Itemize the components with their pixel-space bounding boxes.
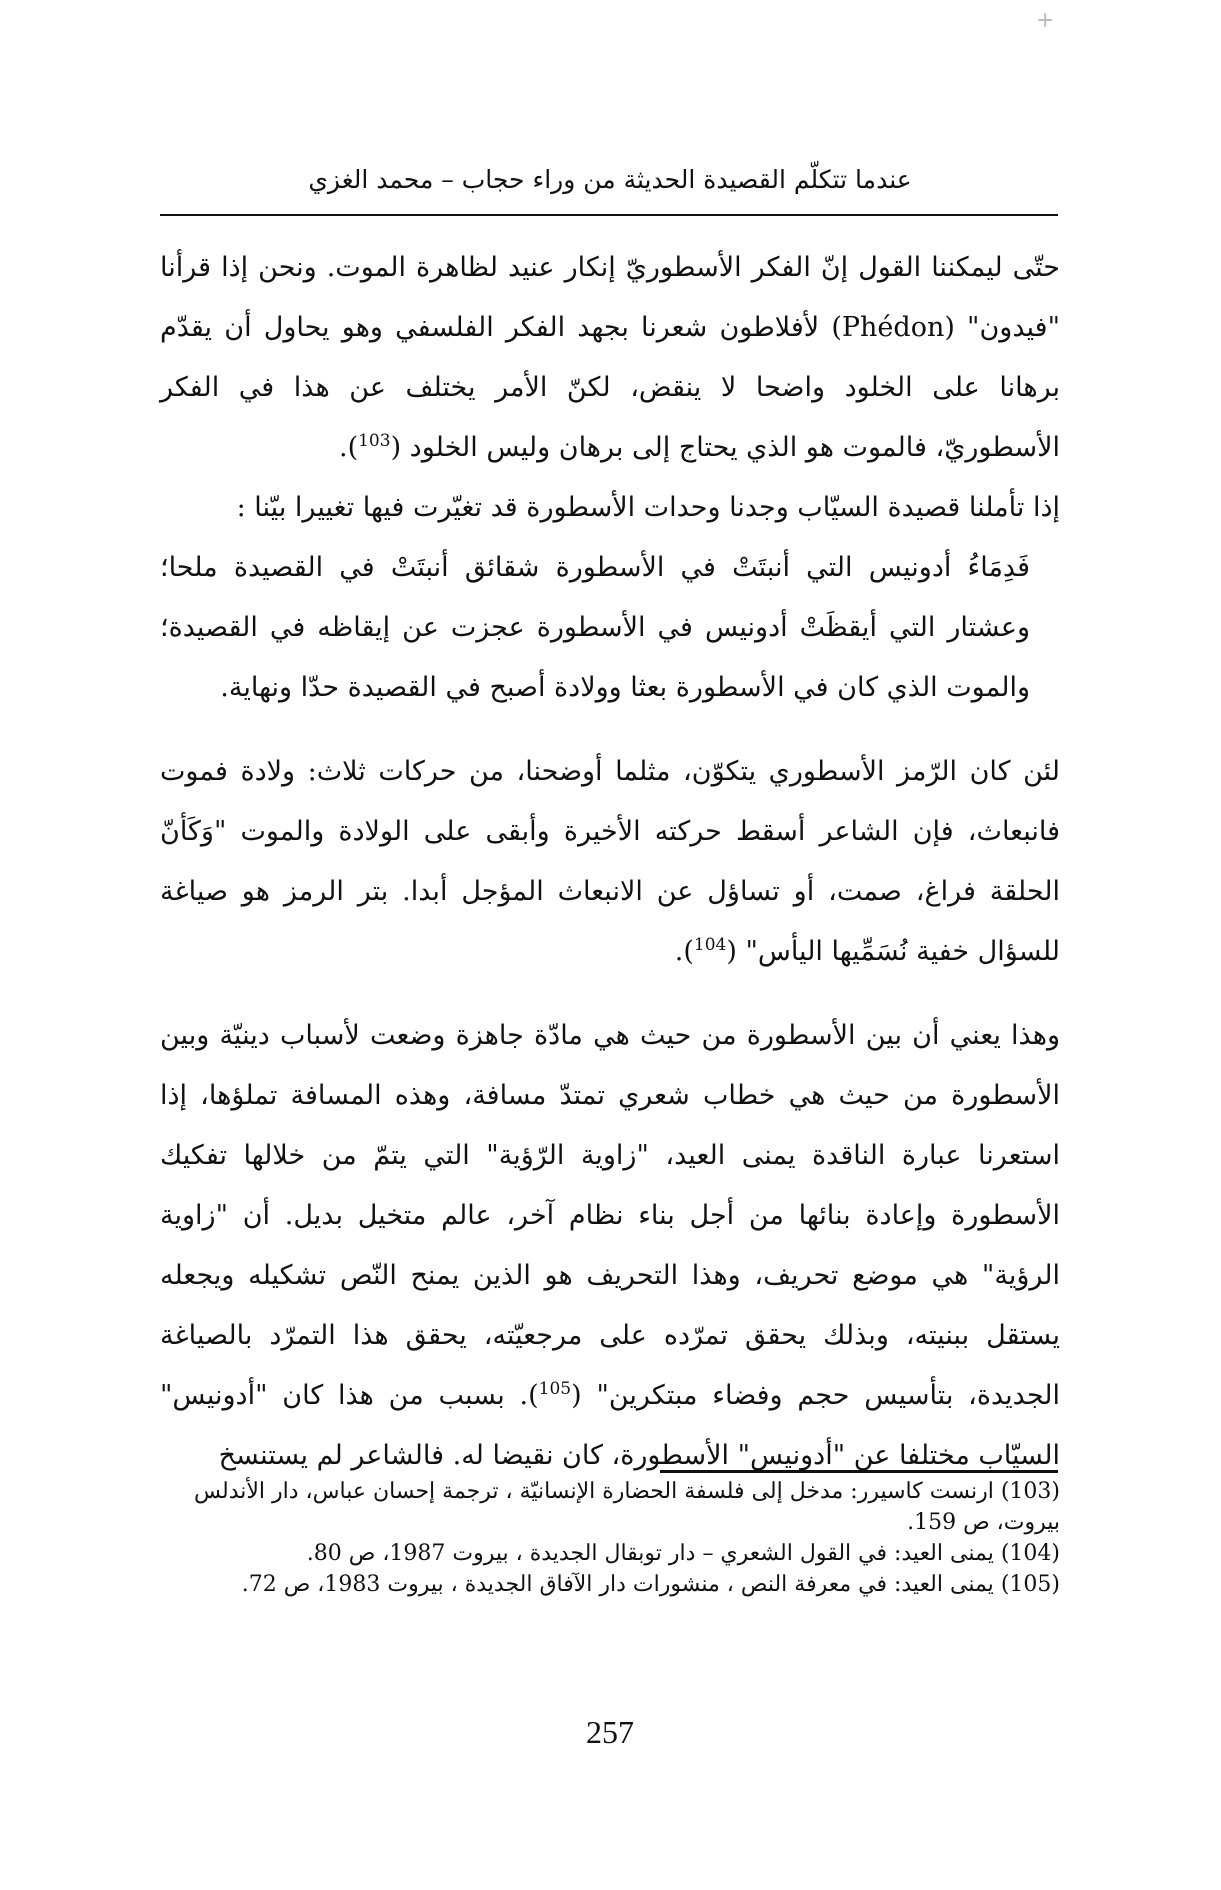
paragraph-4-text: وهذا يعني أن بين الأسطورة من حيث هي مادّة جاهزة وضعت لأسباب دينيّة وبين الأسطورة من حيث هي خطاب شعري تمتدّ مسافة، وهذه المسافة تملؤها، إذا استعرنا عبارة الناقدة يمنى العيد، "زاوية الرّؤية" التي يتمّ من خلالها تفكيك الأسطورة وإعادة بنائها من أجل بناء نظام آخر، عالم متخيل بديل. أن "زاوية الرؤية" هي موضع تحريف، وهذا التحريف هو الذين يمنح النّص تشكيله ويجعله يستقل ببنيته، وبذلك يحقق تمرّده على مرجعيّته، يحقق هذا التمرّد بالصياغة الجديدة، بتأسيس حجم وفضاء مبتكرين" ( <box>160 1020 1060 1411</box>
footnote-number: (105) <box>1000 1572 1060 1597</box>
quote-block: فَدِمَاءُ أدونيس التي أنبتَتْ في الأسطورة شقائق أنبتَتْ في القصيدة ملحا؛ وعشتار التي أيقظَتْ أدونيس في الأسطورة عجزت عن إيقاظه في القصيدة؛ والموت الذي كان في الأسطورة بعثا وولادة أصبح في القصيدة حدّا ونهاية. <box>160 552 1030 703</box>
header-rule <box>160 214 1058 216</box>
footnote-ref-105[interactable]: 105 <box>538 1379 572 1399</box>
footnote-103 <box>160 1476 1060 1538</box>
footnote-rule <box>660 1470 1058 1473</box>
footnote-text: يمنى العيد: في معرفة النص ، منشورات دار الآفاق الجديدة ، بيروت 1983، ص 72. <box>241 1572 994 1597</box>
crop-mark: + <box>1036 8 1055 33</box>
footnote-ref-104[interactable]: 104 <box>693 935 727 955</box>
page-number: 257 <box>586 1714 634 1750</box>
paragraph-3-text: لئن كان الرّمز الأسطوري يتكوّن، مثلما أوضحنا، من حركات ثلاث: ولادة فموت فانبعاث، فإن الشاعر أسقط حركته الأخيرة وأبقى على الولادة والموت "وَكَأنّ الحلقة فراغ، صمت، أو تساؤل عن الانبعاث المؤجل أبدا. بتر الرمز هو صياغة للسؤال خفية نُسَمِّيها اليأس" ( <box>160 756 1060 967</box>
footnote-ref-103[interactable]: 103 <box>358 431 391 451</box>
paragraph-3-end: ). <box>674 936 694 967</box>
main-text <box>160 238 1060 1486</box>
footnote-text: يمنى العيد: في القول الشعري – دار توبقال الجديدة ، بيروت 1987، ص 80. <box>306 1541 994 1566</box>
paragraph-1 <box>160 238 1060 478</box>
footnote-105 <box>160 1569 1060 1600</box>
running-header <box>160 160 1060 200</box>
paragraph-1-end: ). <box>338 432 359 463</box>
footnotes <box>160 1476 1060 1600</box>
footnote-104 <box>160 1538 1060 1569</box>
paragraph-4-end: ). بسبب من هذا كان "أدونيس" السيّاب مختلفا عن "أدونيس" الأسطورة، كان نقيضا له. فالشاعر لم يستنسخ <box>160 1380 1060 1471</box>
footnote-number: (103) <box>1000 1479 1060 1504</box>
paragraph-4 <box>160 1006 1060 1486</box>
footnote-text: ارنست كاسيرر: مدخل إلى فلسفة الحضارة الإنسانيّة ، ترجمة إحسان عباس، دار الأندلس بيروت، ص 159. <box>193 1479 1060 1535</box>
running-title: عندما تتكلّم القصيدة الحديثة من وراء حجاب – محمد الغزي <box>308 165 912 194</box>
paragraph-3 <box>160 742 1060 982</box>
paragraph-2: إذا تأملنا قصيدة السيّاب وجدنا وحدات الأسطورة قد تغيّرت فيها تغييرا بيّنا : <box>236 492 1060 523</box>
footnote-number: (104) <box>1000 1541 1060 1566</box>
paragraph-1-text: حتّى ليمكننا القول إنّ الفكر الأسطوريّ إنكار عنيد لظاهرة الموت. ونحن إذا قرأنا "فيدون" (Phédon) لأفلاطون شعرنا بجهد الفكر الفلسفي وهو يحاول أن يقدّم برهانا على الخلود واضحا لا ينقض، لكنّ الأمر يختلف عن هذا في الفكر الأسطوريّ، فالموت هو الذي يحتاج إلى برهان وليس الخلود ( <box>160 252 1060 463</box>
